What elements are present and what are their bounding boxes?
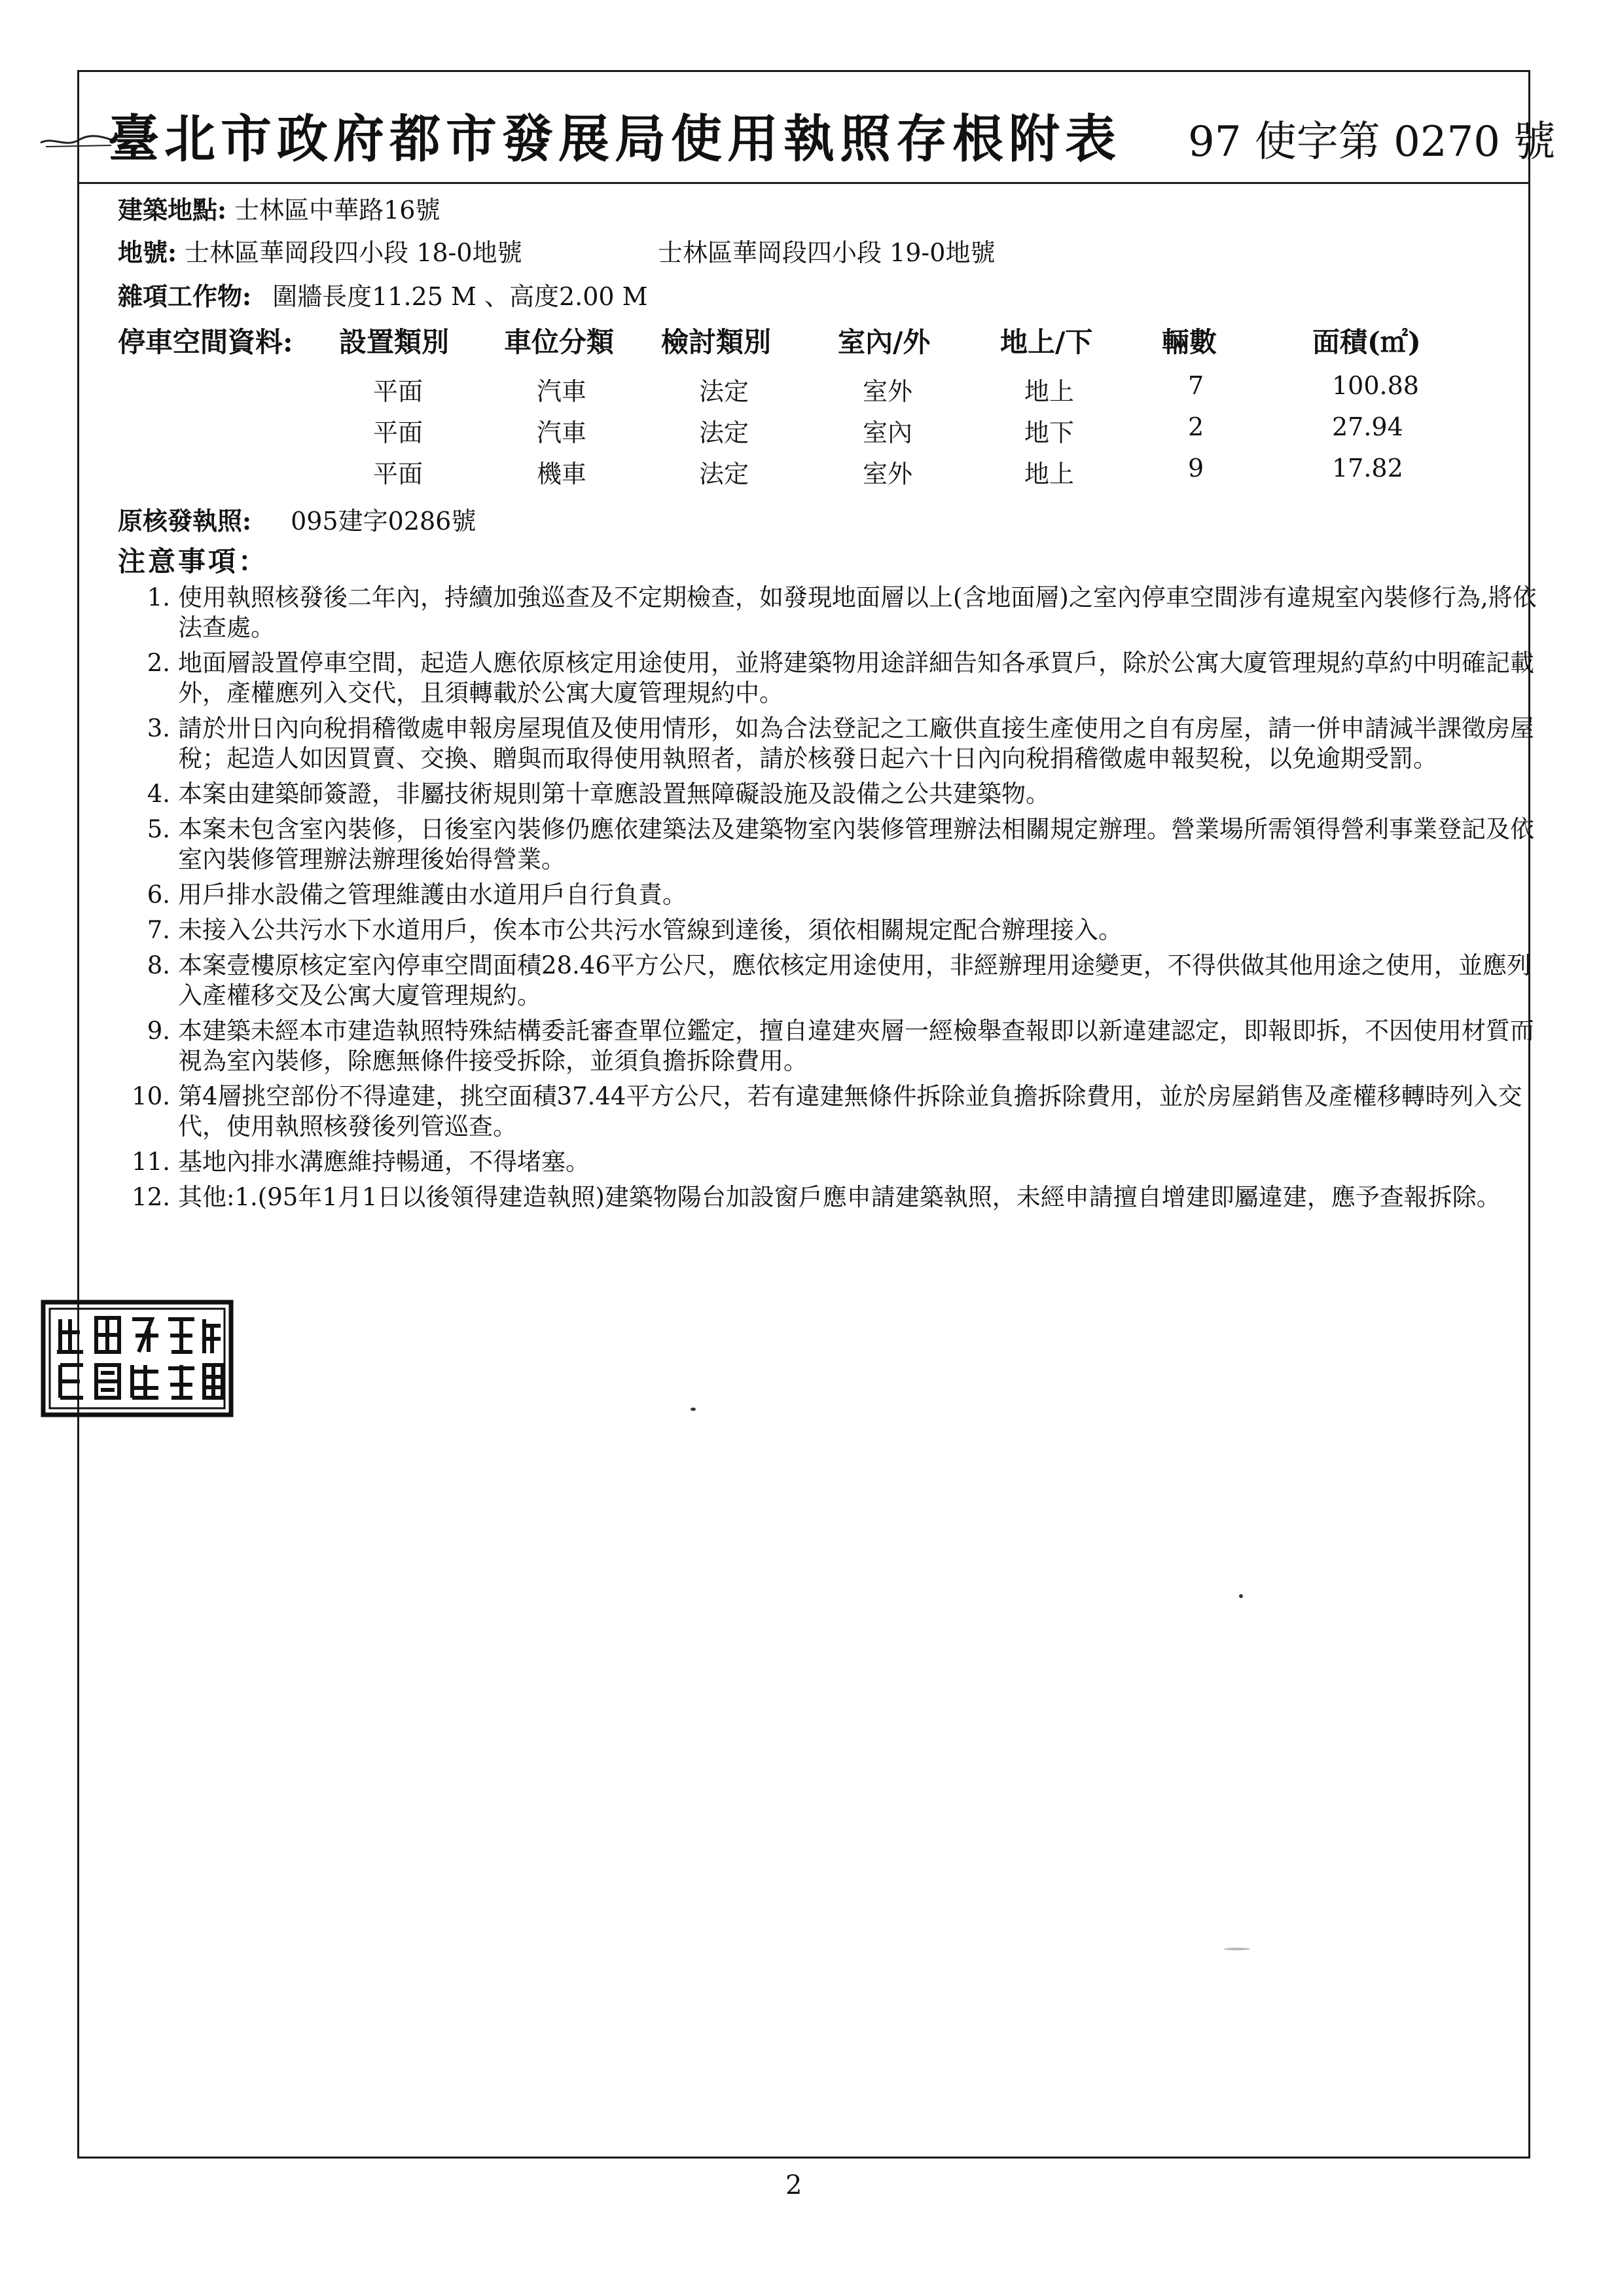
lot-row: [118, 232, 522, 268]
parking-cell: 機車: [537, 460, 587, 488]
note-text: 基地內排水溝應維持暢通，不得堵塞。: [178, 1148, 590, 1176]
scan-speck: [691, 1408, 696, 1411]
parking-cell: 室外: [863, 377, 913, 406]
note-text: 本案壹樓原核定室內停車空間面積28.46平方公尺，應依核定用途使用，非經辦理用途變更，不得供做其他用途之使用，並應列入產權移交及公寓大廈管理規約。: [178, 951, 1531, 1010]
parking-cell: 平面: [373, 460, 423, 488]
note-number: 2.: [147, 649, 170, 677]
parking-cell: 17.82: [1332, 454, 1403, 483]
scan-speck: [1224, 1948, 1250, 1950]
note-text: 未接入公共污水下水道用戶，俟本市公共污水管線到達後，須依相關規定配合辦理接入。: [178, 916, 1123, 944]
note-item: [131, 915, 1545, 945]
note-number: 4.: [147, 780, 170, 808]
parking-cell: 2: [1188, 412, 1204, 441]
original-license-label: 原核發執照:: [118, 506, 252, 536]
note-item: [131, 648, 1545, 708]
note-text: 用戶排水設備之管理維護由水道用戶自行負責。: [178, 881, 687, 909]
note-number: 11.: [132, 1148, 170, 1176]
address-value: 士林區中華路16號: [234, 196, 440, 225]
title-scribble-mark: [39, 131, 118, 151]
notes-heading: 注意事項：: [118, 545, 269, 577]
note-text: 第4層挑空部份不得違建，挑空面積37.44平方公尺，若有違建無條件拆除並負擔拆除費用，並於房屋銷售及產權移轉時列入交代，使用執照核發後列管巡查。: [178, 1082, 1522, 1140]
note-number: 1.: [147, 583, 170, 611]
document-number: 97 使字第 0270 號: [1188, 118, 1556, 166]
note-text: 本建築未經本市建造執照特殊結構委託審查單位鑑定，擅自違建夾層一經檢舉查報即以新違建認定，即報即拆，不因使用材質而視為室內裝修，除應無條件接受拆除，並須負擔拆除費用。: [178, 1017, 1534, 1075]
address-row: [118, 190, 440, 226]
parking-cell: 室內: [863, 418, 913, 447]
parking-header-review: 檢討類別: [661, 326, 772, 358]
parking-cell: 100.88: [1332, 371, 1419, 400]
note-item: [131, 1147, 1545, 1177]
parking-cell: 9: [1188, 454, 1204, 483]
parking-cell: 汽車: [537, 377, 587, 406]
note-item: [131, 1082, 1545, 1142]
parking-header-level: 地上/下: [1000, 326, 1093, 358]
note-number: 5.: [147, 815, 170, 843]
lot-value-1: 士林區華岡段四小段 18-0地號: [185, 238, 522, 267]
parking-header-count: 輛數: [1162, 326, 1217, 358]
parking-cell: 27.94: [1332, 412, 1403, 441]
parking-header-area: 面積(㎡): [1312, 326, 1421, 358]
note-item: [131, 1182, 1545, 1212]
note-number: 6.: [147, 881, 170, 909]
note-item: [131, 814, 1545, 875]
address-label: 建築地點:: [118, 195, 227, 225]
note-item: [131, 880, 1545, 910]
parking-cell: 汽車: [537, 418, 587, 447]
misc-value: 圍牆長度11.25 M 、高度2.00 M: [272, 282, 648, 311]
original-license-row: [118, 501, 476, 537]
page-number: 2: [785, 2170, 802, 2200]
official-seal-stamp: [41, 1300, 234, 1417]
notes-list: [131, 583, 1545, 1218]
parking-label: 停車空間資料:: [118, 326, 293, 358]
note-text: 其他:1.(95年1月1日以後領得建造執照)建築物陽台加設窗戶應申請建築執照，未經申請擅自增建即屬違建，應予查報拆除。: [178, 1183, 1501, 1211]
note-number: 8.: [147, 951, 170, 979]
page-title: 臺北市政府都市發展局使用執照存根附表: [108, 109, 1122, 169]
parking-cell: 法定: [699, 377, 749, 406]
note-text: 本案未包含室內裝修，日後室內裝修仍應依建築法及建築物室內裝修管理辦法相關規定辦理。營業場所需領得營利事業登記及依室內裝修管理辦法辦理後始得營業。: [178, 815, 1534, 873]
parking-cell: 地下: [1024, 418, 1075, 447]
original-license-value: 095建字0286號: [291, 507, 476, 536]
note-number: 12.: [132, 1183, 170, 1211]
note-number: 9.: [147, 1017, 170, 1045]
note-item: [131, 779, 1545, 809]
parking-cell: 法定: [699, 418, 749, 447]
parking-cell: 7: [1188, 371, 1204, 400]
note-number: 7.: [147, 916, 170, 944]
parking-cell: 平面: [373, 418, 423, 447]
note-item: [131, 583, 1545, 643]
note-item: [131, 1016, 1545, 1076]
note-number: 3.: [147, 714, 170, 742]
parking-header-indoor: 室內/外: [838, 326, 931, 358]
note-text: 本案由建築師簽證，非屬技術規則第十章應設置無障礙設施及設備之公共建築物。: [178, 780, 1050, 808]
parking-cell: 室外: [863, 460, 913, 488]
note-number: 10.: [132, 1082, 170, 1110]
parking-header-type: 設置類別: [339, 326, 450, 358]
misc-label: 雜項工作物:: [118, 282, 252, 311]
note-text: 請於卅日內向稅捐稽徵處申報房屋現值及使用情形，如為合法登記之工廠供直接生產使用之自有房屋，請一併申請減半課徵房屋稅；起造人如因買賣、交換、贈與而取得使用執照者，請於核發日起六十日內向稅捐稽徵處申報契稅，以免逾期受罰。: [178, 714, 1534, 773]
note-text: 地面層設置停車空間，起造人應依原核定用途使用，並將建築物用途詳細告知各承買戶，除於公寓大廈管理規約草約中明確記載外，產權應列入交代，且須轉載於公寓大廈管理規約中。: [178, 649, 1534, 707]
note-item: [131, 951, 1545, 1011]
lot-label: 地號:: [118, 238, 177, 267]
parking-header-vehicle: 車位分類: [504, 326, 615, 358]
parking-cell: 平面: [373, 377, 423, 406]
parking-cell: 地上: [1024, 460, 1075, 488]
parking-cell: 地上: [1024, 377, 1075, 406]
parking-cell: 法定: [699, 460, 749, 488]
title-divider: [77, 182, 1530, 184]
note-item: [131, 714, 1545, 774]
misc-row: [118, 276, 648, 312]
note-text: 使用執照核發後二年內，持續加強巡查及不定期檢查，如發現地面層以上(含地面層)之室內停車空間涉有違規室內裝修行為,將依法查處。: [178, 583, 1537, 642]
lot-value-2: 士林區華岡段四小段 19-0地號: [658, 238, 996, 267]
scan-speck: [1239, 1594, 1243, 1598]
